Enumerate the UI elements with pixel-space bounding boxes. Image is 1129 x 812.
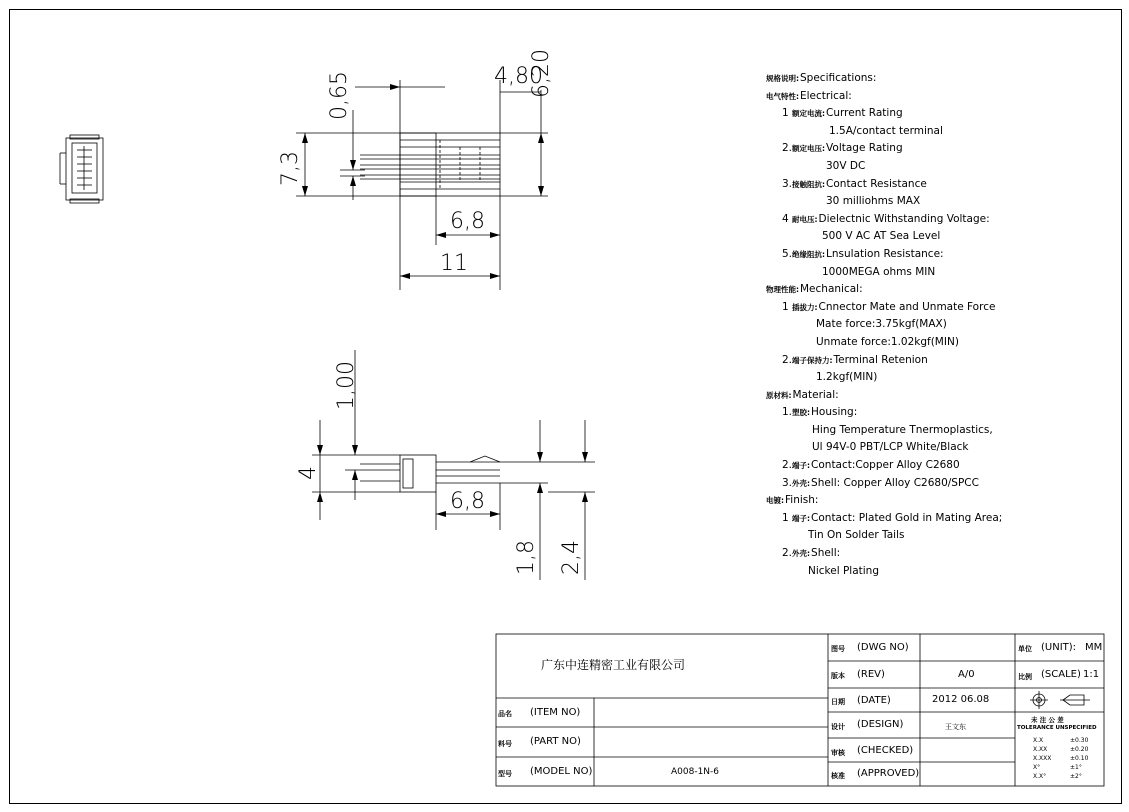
approved-cn: 核准 xyxy=(831,772,845,780)
spec-mate: 1 插拔力:Cnnector Mate and Unmate Force xyxy=(782,300,996,313)
tol-key-3: X.XXX xyxy=(1033,755,1052,762)
design-cn: 设计 xyxy=(831,723,845,731)
dim-620: 6,20 xyxy=(529,49,554,98)
spec-retention-val: 1.2kgf(MIN) xyxy=(816,371,878,384)
part-no-cn: 料号 xyxy=(498,740,512,748)
design-value: 王文东 xyxy=(945,723,966,731)
checked-cn: 审核 xyxy=(831,749,845,757)
scale-cn: 比例 xyxy=(1018,673,1032,681)
spec-mate-force: Mate force:3.75kgf(MAX) xyxy=(816,318,947,331)
tol-key-2: X.XX xyxy=(1033,746,1048,753)
date-label: (DATE) xyxy=(857,695,891,706)
dim-11: 11 xyxy=(440,251,468,276)
spec-finish: 电镀:Finish: xyxy=(766,494,819,507)
dim-480: 4,80 xyxy=(494,64,543,89)
spec-finish-shell: 2.外壳:Shell: xyxy=(782,547,841,560)
model-no-value: A008-1N-6 xyxy=(671,767,720,777)
checked-label: (CHECKED) xyxy=(857,745,914,756)
spec-mechanical: 物理性能:Mechanical: xyxy=(766,283,863,296)
tol-key-1: X.X xyxy=(1033,737,1044,744)
unit-label: (UNIT): xyxy=(1041,642,1077,653)
spec-current-val: 1.5A/contact terminal xyxy=(829,124,943,137)
rev-label: (REV) xyxy=(857,669,885,680)
spec-dielectric-val: 500 V AC AT Sea Level xyxy=(822,230,941,243)
spec-voltage-val: 30V DC xyxy=(826,159,866,172)
tol-val-4: ±1° xyxy=(1070,764,1082,771)
spec-insulation-val: 1000MEGA ohms MIN xyxy=(822,265,936,278)
spec-housing-val1: Hing Temperature Tnermoplastics, xyxy=(812,423,993,436)
spec-voltage: 2.额定电压:Voltage Rating xyxy=(782,142,903,155)
spec-retention: 2.端子保持力:Terminal Retenion xyxy=(782,353,928,366)
spec-insulation: 5.绝缘阻抗:Lnsulation Resistance: xyxy=(782,247,944,260)
spec-housing: 1.塑胶:Housing: xyxy=(782,406,858,419)
spec-shell: 3.外壳:Shell: Copper Alloy C2680/SPCC xyxy=(782,476,979,489)
tol-key-4: X° xyxy=(1033,764,1041,771)
tol-val-1: ±0.30 xyxy=(1070,737,1089,744)
spec-finish-contact-val: Tin On Solder Tails xyxy=(808,529,905,542)
tol-val-2: ±0.20 xyxy=(1070,746,1089,753)
tol-val-3: ±0.10 xyxy=(1070,755,1089,762)
design-label: (DESIGN) xyxy=(857,719,904,730)
date-value: 2012 06.08 xyxy=(932,694,990,705)
dim-18: 1,8 xyxy=(514,540,539,575)
scale-label: (SCALE) xyxy=(1041,669,1081,680)
front-view xyxy=(60,135,103,203)
unit-value: MM xyxy=(1085,642,1103,653)
dim-4: 4 xyxy=(296,466,321,480)
tol-key-5: X.X° xyxy=(1033,773,1047,780)
spec-electrical: 电气特性:Electrical: xyxy=(766,89,852,102)
company-name: 广东中连精密工业有限公司 xyxy=(541,658,686,672)
tol-val-5: ±2° xyxy=(1070,773,1082,780)
item-no-label: (ITEM NO) xyxy=(530,707,581,718)
model-no-cn: 型号 xyxy=(498,770,512,778)
spec-dielectric: 4 耐电压:Dielectnic Withstanding Voltage: xyxy=(782,212,990,225)
scale-value: 1:1 xyxy=(1083,669,1100,680)
spec-unmate-force: Unmate force:1.02kgf(MIN) xyxy=(816,335,959,348)
spec-finish-shell-val: Nickel Plating xyxy=(808,564,880,577)
spec-contact: 2.端子:Contact:Copper Alloy C2680 xyxy=(782,459,960,472)
rev-value: A/0 xyxy=(958,669,975,680)
dim-100: 1,00 xyxy=(334,361,359,410)
spec-contact-res: 3.接触阻抗:Contact Resistance xyxy=(782,177,927,190)
dwg-no-label: (DWG NO) xyxy=(857,642,909,653)
model-no-label: (MODEL NO) xyxy=(530,766,593,777)
spec-current: 1 额定电流:Current Rating xyxy=(782,107,903,120)
dim-73: 7,3 xyxy=(278,151,303,186)
approved-label: (APPROVED) xyxy=(857,768,920,779)
projection-symbol xyxy=(1030,691,1090,709)
unit-cn: 单位 xyxy=(1018,645,1032,653)
part-no-label: (PART NO) xyxy=(530,736,581,747)
dim-24: 2,4 xyxy=(559,540,584,575)
rev-cn: 版本 xyxy=(831,672,845,680)
spec-contact-res-val: 30 milliohms MAX xyxy=(826,195,921,208)
spec-title: 规格说明:Specifications: xyxy=(766,72,877,84)
spec-material: 原材料:Material: xyxy=(766,388,839,401)
dim-68-side: 6,8 xyxy=(450,489,485,514)
dim-68-top: 6,8 xyxy=(450,209,485,234)
spec-finish-contact: 1 端子:Contact: Plated Gold in Mating Area; xyxy=(782,511,1003,524)
spec-housing-val2: Ul 94V-0 PBT/LCP White/Black xyxy=(812,441,969,454)
item-no-cn: 品名 xyxy=(498,710,512,718)
tolerance-title: TOLERANCE UNSPECIFIED xyxy=(1017,725,1097,731)
dim-065: 0,65 xyxy=(327,71,352,120)
specifications xyxy=(766,70,1106,580)
date-cn: 日期 xyxy=(831,698,845,706)
tolerance-cn: 未 注 公 差 xyxy=(1031,716,1064,724)
dwg-no-cn: 图号 xyxy=(831,645,845,653)
